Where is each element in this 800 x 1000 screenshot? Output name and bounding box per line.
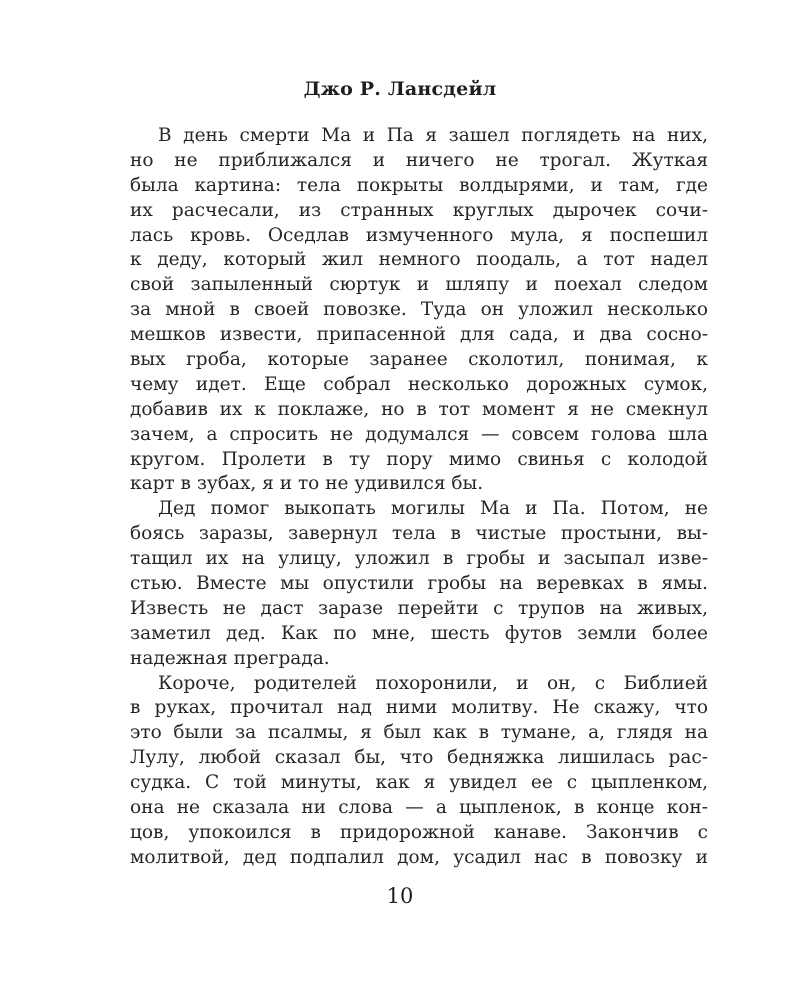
text-line: тащил их на улицу, уложил в гробы и засыпал изве- xyxy=(130,548,708,570)
text-line: это были за псалмы, я был как в тумане, а, глядя на xyxy=(130,722,708,744)
text-line: за мной в своей повозке. Туда он уложил несколько xyxy=(130,299,708,321)
text-line: молитвой, дед подпалил дом, усадил нас в повозку и xyxy=(130,846,708,868)
text-line: заметил дед. Как по мне, шесть футов земли более xyxy=(130,622,708,644)
text-line: В день смерти Ма и Па я зашел поглядеть на них, xyxy=(158,125,708,146)
text-line: карт в зубах, я и то не удивился бы. xyxy=(130,473,484,495)
text-line: добавив их к поклаже, но в тот момент я не смекнул xyxy=(130,398,708,420)
text-line: Лулу, любой сказал бы, что бедняжка лишилась рас- xyxy=(130,747,708,769)
text-line: цов, упокоился в придорожной канаве. Закончив с xyxy=(130,821,708,843)
text-line: но не приближался и ничего не трогал. Жуткая xyxy=(130,149,708,171)
text-line: была картина: тела покрыты волдырями, и там, где xyxy=(130,174,708,196)
text-line: чему идет. Еще собрал несколько дорожных сумок, xyxy=(130,373,708,395)
text-line: она не сказала ни слова — а цыпленок, в конце кон- xyxy=(130,797,708,819)
text-line: мешков извести, припасенной для сада, и два сосно- xyxy=(130,324,708,346)
text-line: свой запыленный сюртук и шляпу и поехал следом xyxy=(130,274,708,296)
text-line: боясь заразы, завернул тела в чистые простыни, вы- xyxy=(130,523,708,545)
body-text xyxy=(130,124,708,871)
page-number: 10 xyxy=(386,884,414,908)
text-line: Короче, родителей похоронили, и он, с Библией xyxy=(158,672,708,694)
text-line: стью. Вместе мы опустили гробы на веревках в ямы. xyxy=(130,573,708,595)
text-line: кругом. Пролети в ту пору мимо свинья с колодой xyxy=(130,448,708,470)
text-line: Известь не даст заразе перейти с трупов на живых, xyxy=(130,597,708,619)
text-line: к деду, который жил немного поодаль, а тот надел xyxy=(130,249,708,271)
text-line: зачем, а спросить не додумался — совсем голова шла xyxy=(130,423,708,445)
text-line: лась кровь. Оседлав измученного мула, я поспешил xyxy=(130,224,708,246)
text-line: вых гроба, которые заранее сколотил, понимая, к xyxy=(130,349,708,371)
text-line: в руках, прочитал над ними молитву. Не скажу, что xyxy=(130,697,708,719)
text-line: судка. С той минуты, как я увидел ее с цыпленком, xyxy=(130,772,708,794)
text-line: надежная преграда. xyxy=(130,647,330,669)
running-title: Джо Р. Лансдейл xyxy=(303,78,497,100)
text-line: Дед помог выкопать могилы Ма и Па. Потом, не xyxy=(158,498,708,520)
text-line: их расчесали, из странных круглых дырочек сочи- xyxy=(130,199,708,221)
